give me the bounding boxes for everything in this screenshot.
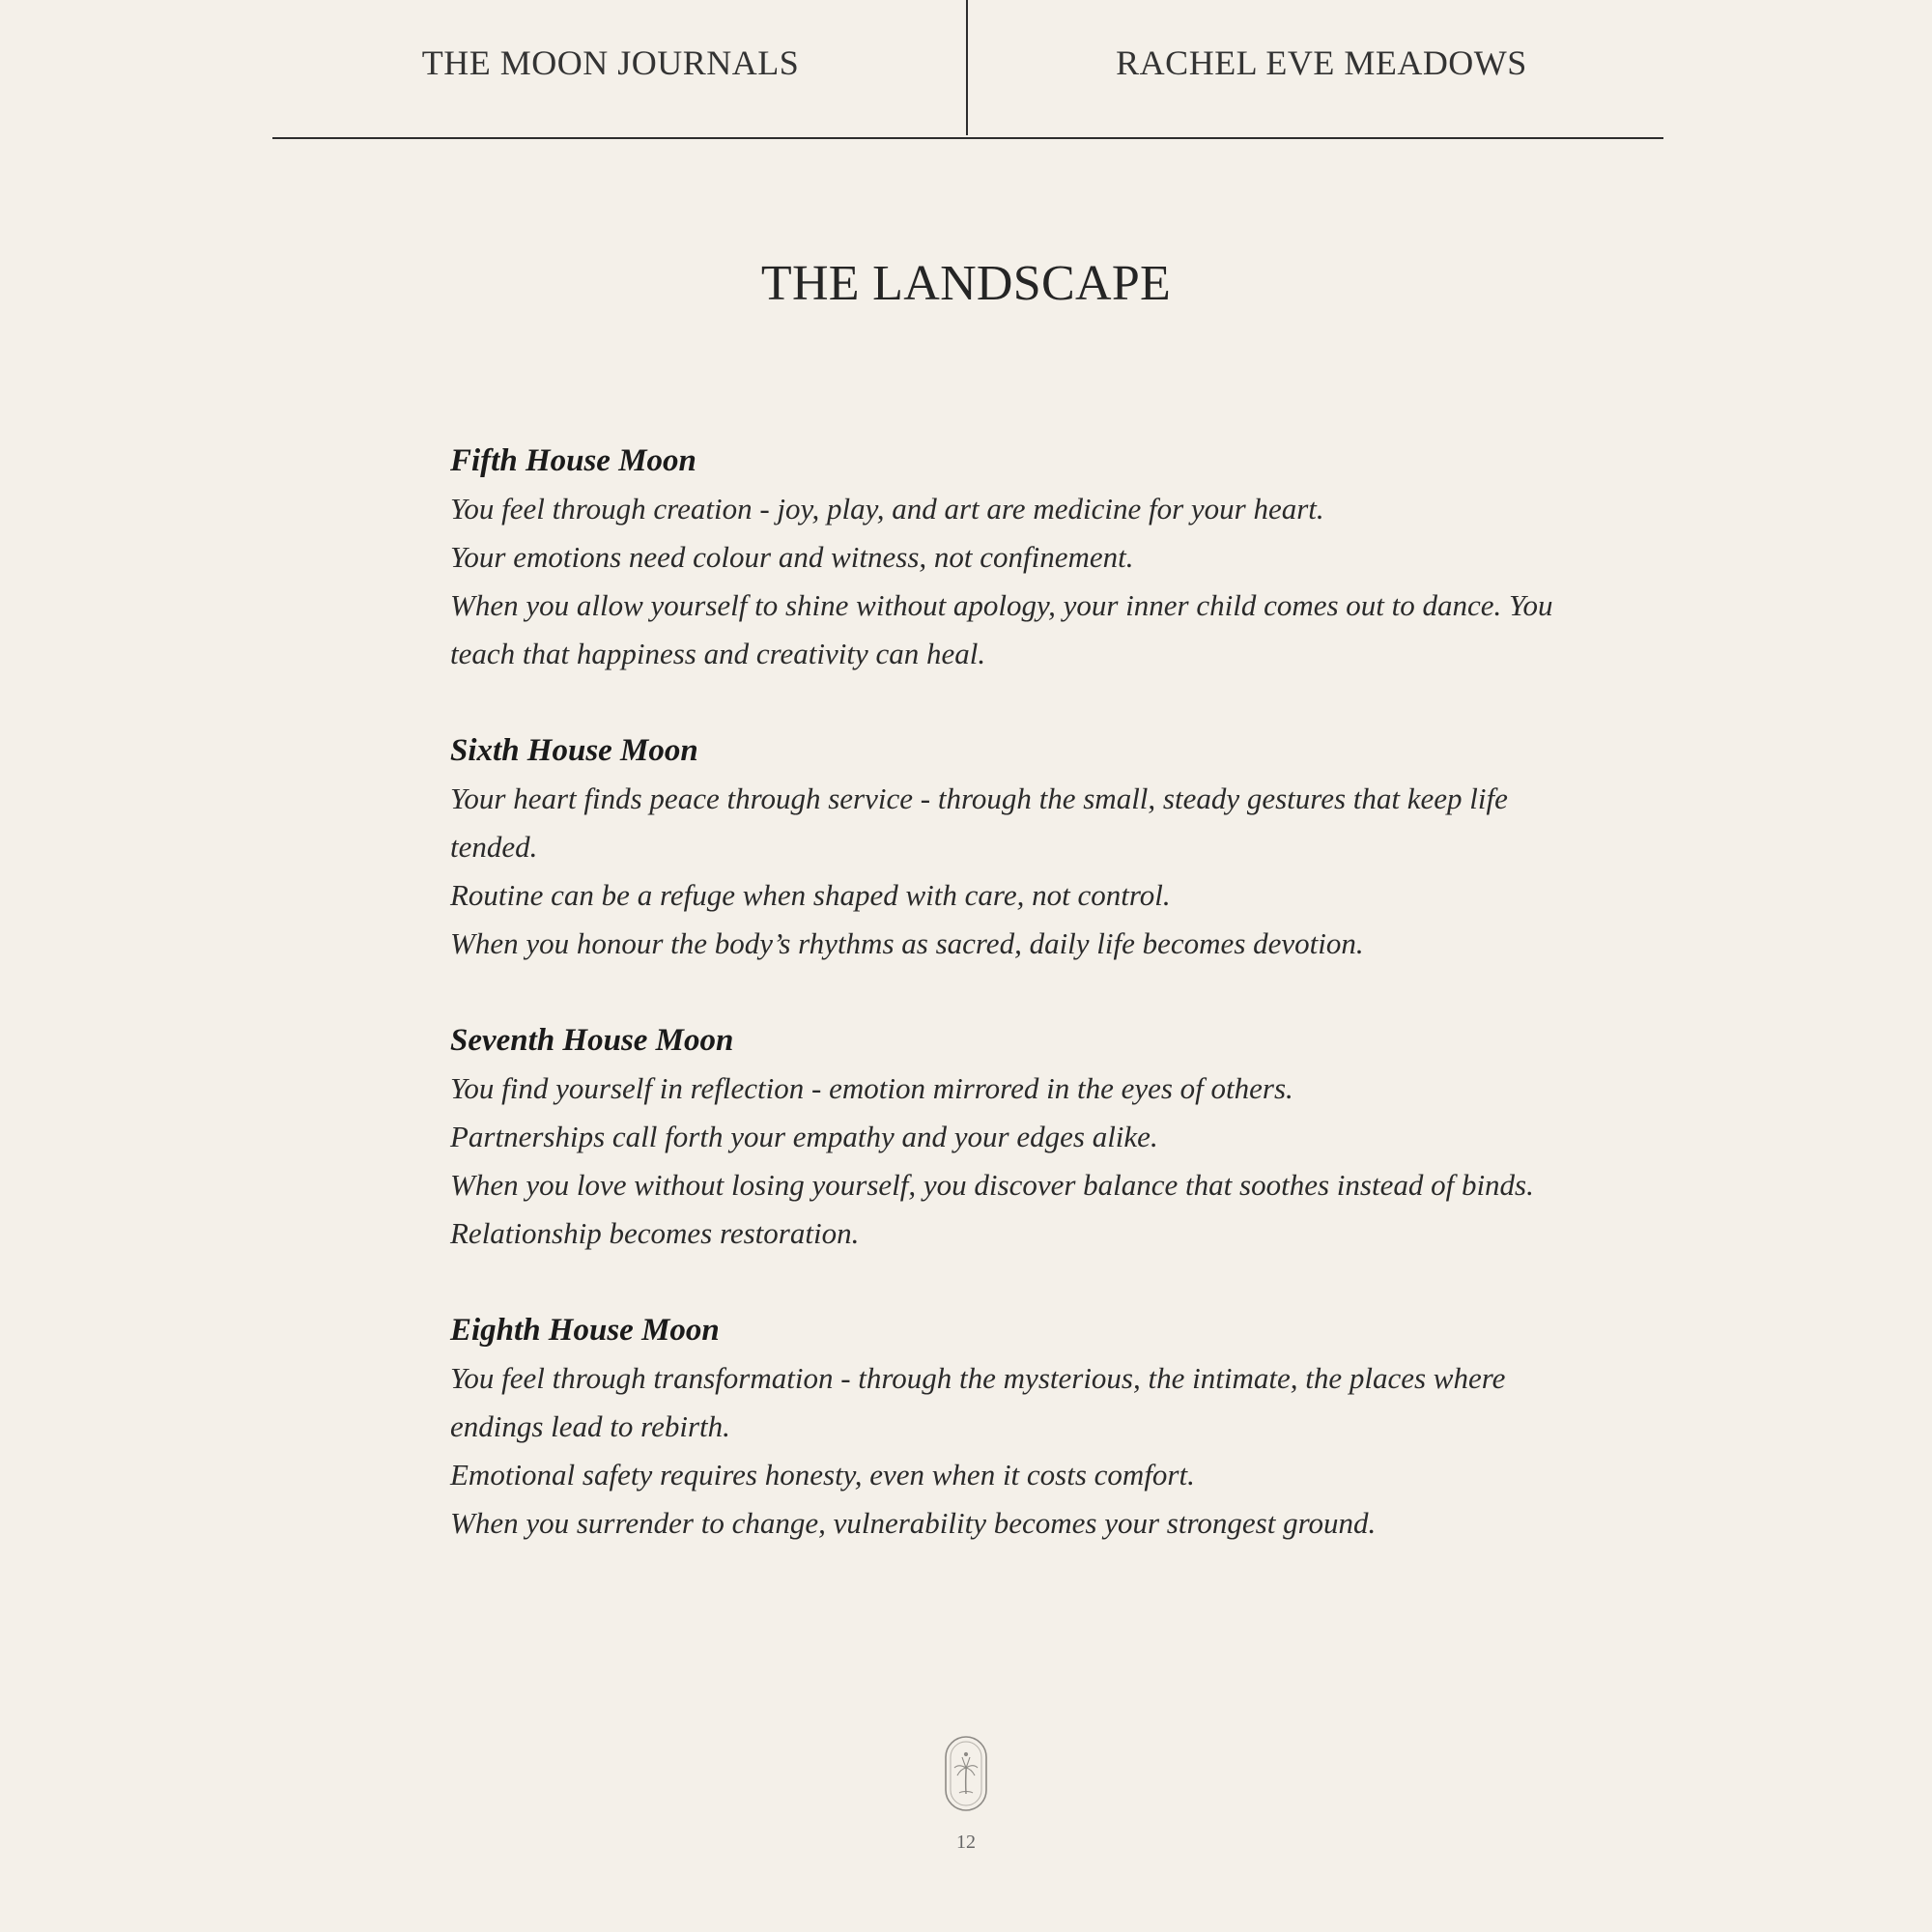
section-heading: Fifth House Moon: [450, 443, 696, 478]
main-content: [450, 437, 1553, 1596]
body-line: When you allow yourself to shine without apology, your inner child comes out to dance. You: [450, 588, 1553, 622]
section-seventh-house-moon: [450, 1016, 1534, 1258]
section-eighth-house-moon: [450, 1306, 1522, 1548]
page-title: THE LANDSCAPE: [760, 256, 1172, 311]
section-heading: Seventh House Moon: [450, 1023, 734, 1058]
header-author-name: RACHEL EVE MEADOWS: [1116, 43, 1527, 82]
section-heading: Eighth House Moon: [450, 1313, 720, 1348]
body-line: tended.: [450, 830, 538, 864]
body-line: Relationship becomes restoration.: [450, 1216, 860, 1250]
body-line: You feel through transformation - through the mysterious, the intimate, the places where: [450, 1361, 1506, 1395]
palm-tree-emblem-icon: [944, 1735, 988, 1812]
page-header: [272, 0, 1663, 139]
header-journal-title: THE MOON JOURNALS: [421, 43, 800, 82]
body-line: When you honour the body’s rhythms as sacred, daily life becomes devotion.: [450, 926, 1364, 960]
body-line: You find yourself in reflection - emotion mirrored in the eyes of others.: [450, 1071, 1293, 1105]
body-line: Partnerships call forth your empathy and your edges alike.: [450, 1120, 1158, 1153]
section-sixth-house-moon: [450, 726, 1522, 968]
body-line: Your heart finds peace through service - through the small, steady gestures that keep life: [450, 781, 1508, 815]
header-vertical-divider: [966, 0, 968, 135]
body-line: You feel through creation - joy, play, and art are medicine for your heart.: [450, 492, 1324, 526]
body-line: endings lead to rebirth.: [450, 1409, 730, 1443]
body-line: Routine can be a refuge when shaped with care, not control.: [450, 878, 1171, 912]
section-heading: Sixth House Moon: [450, 733, 698, 768]
body-line: When you surrender to change, vulnerability becomes your strongest ground.: [450, 1506, 1377, 1540]
page-number: 12: [956, 1832, 976, 1853]
body-line: teach that happiness and creativity can heal.: [450, 637, 986, 670]
section-fifth-house-moon: [450, 437, 1553, 678]
body-line: When you love without losing yourself, you discover balance that soothes instead of binds.: [450, 1168, 1534, 1202]
body-line: Emotional safety requires honesty, even when it costs comfort.: [450, 1458, 1195, 1492]
body-line: Your emotions need colour and witness, not confinement.: [450, 540, 1134, 574]
